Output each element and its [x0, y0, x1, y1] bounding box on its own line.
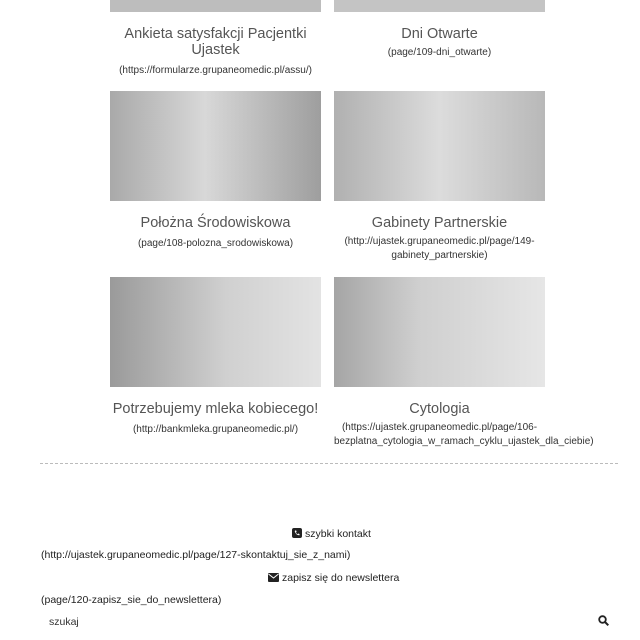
- tile-title: Cytologia: [409, 401, 470, 417]
- tile-partner-clinics[interactable]: [334, 91, 545, 263]
- divider: [40, 463, 618, 464]
- search-icon[interactable]: [598, 615, 609, 629]
- tile-title: Gabinety Partnerskie: [371, 215, 508, 231]
- phone-icon: [292, 528, 302, 541]
- tile-midwife[interactable]: [110, 91, 321, 251]
- search-input[interactable]: szukaj: [49, 616, 79, 628]
- midwife-with-baby-photo[interactable]: [110, 91, 321, 201]
- breastfeeding-photo[interactable]: [110, 277, 321, 387]
- tile-link[interactable]: (page/108-polozna_srodowiskowa): [137, 238, 294, 249]
- quick-contact-button[interactable]: [292, 528, 371, 541]
- envelope-icon: [268, 573, 279, 585]
- survey-photo[interactable]: [110, 0, 321, 12]
- tile-link[interactable]: (https://formularze.grupaneomedic.pl/assu/): [119, 65, 312, 76]
- doctor-patient-photo[interactable]: [334, 277, 545, 387]
- newsletter-button[interactable]: [268, 572, 399, 585]
- tile-cytology[interactable]: [334, 277, 594, 449]
- newsletter-label: zapisz się do newslettera: [282, 572, 400, 584]
- newsletter-link[interactable]: (page/120-zapisz_sie_do_newslettera): [41, 594, 222, 606]
- tile-title: Ankieta satysfakcji Pacjentki Ujastek: [124, 26, 307, 58]
- tile-title: Potrzebujemy mleka kobiecego!: [112, 401, 319, 417]
- tile-milk-bank[interactable]: [110, 277, 321, 437]
- tile-survey[interactable]: [110, 0, 321, 78]
- tile-open-days[interactable]: [334, 0, 545, 60]
- tile-title: Położna Środowiskowa: [140, 215, 291, 231]
- open-days-photo[interactable]: [334, 0, 545, 12]
- quick-contact-link[interactable]: (http://ujastek.grupaneomedic.pl/page/127-skontaktuj_sie_z_nami): [41, 549, 351, 561]
- tile-link[interactable]: (http://ujastek.grupaneomedic.pl/page/149-gabinety_partnerskie): [344, 236, 535, 261]
- tile-link[interactable]: (page/109-dni_otwarte): [387, 47, 492, 58]
- team-hands-photo[interactable]: [334, 91, 545, 201]
- tile-link[interactable]: (https://ujastek.grupaneomedic.pl/page/106-bezplatna_cytologia_w_ramach_cyklu_ujastek_dla_ciebie): [334, 422, 594, 447]
- tile-link[interactable]: (http://bankmleka.grupaneomedic.pl/): [132, 424, 299, 435]
- tile-title: Dni Otwarte: [401, 26, 478, 42]
- quick-contact-label: szybki kontakt: [305, 528, 371, 540]
